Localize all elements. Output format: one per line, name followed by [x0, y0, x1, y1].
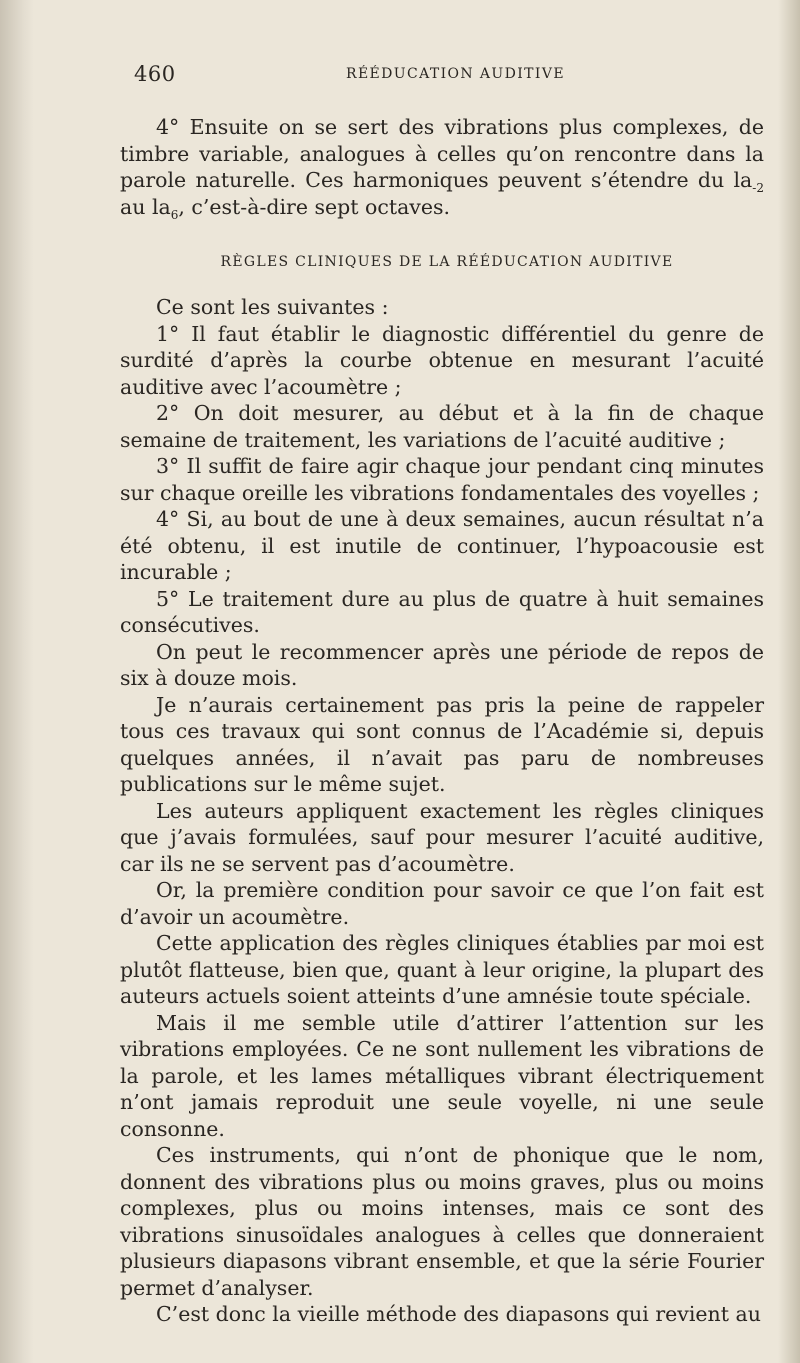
rule-3: 3° Il suffit de faire agir chaque jour pendant cinq minutes sur chaque oreille les vibrations fondamentales des voyelles ; [120, 454, 764, 505]
rule-1: 1° Il faut établir le diagnostic différentiel du genre de surdité d’après la courbe obtenue en mesurant l’acuité auditive avec l’acoumètre ; [120, 321, 764, 399]
scan-edge-right [778, 0, 800, 1363]
rule-5: 5° Le traitement dure au plus de quatre à huit semaines consécutives. [120, 586, 764, 637]
rule-2: 2° On doit mesurer, au début et à la fin de chaque semaine de traitement, les variations de l’acuité auditive ; [120, 401, 764, 452]
paragraph-intro-rules: Ce sont les suivantes : [156, 295, 389, 319]
paragraph: Les auteurs appliquent exactement les règles cliniques que j’avais formulées, sauf pour mesurer l’acuité auditive, car ils ne se servent pas d’acoumètre. [120, 798, 764, 876]
paragraph-continued: C’est donc la vieille méthode des diapasons qui revient au [156, 1302, 761, 1326]
paragraph: Or, la première condition pour savoir ce que l’on fait est d’avoir un acoumètre. [120, 878, 764, 929]
rule-4: 4° Si, au bout de une à deux semaines, aucun résultat n’a été obtenu, il est inutile de continuer, l’hypoacousie est incurable ; [120, 507, 764, 584]
running-title: RÉÉDUCATION AUDITIVE [346, 66, 565, 82]
scan-edge-left [0, 0, 34, 1363]
paragraph: Cette application des règles cliniques établies par moi est plutôt flatteuse, bien que, quant à leur origine, la plupart des auteurs actuels soient atteints d’une amnésie toute spéciale. [120, 931, 764, 1008]
paragraph: Je n’aurais certainement pas pris la peine de rappeler tous ces travaux qui sont connus de l’Académie si, depuis quelques années, il n’avait pas paru de nombreuses publications sur le même sujet. [120, 692, 764, 796]
intro-paragraph: 4° Ensuite on se sert des vibrations plus complexes, de timbre variable, analogues à celles qu’on rencontre dans la parole naturelle. Ces harmoniques peuvent s’étendre du $la_{-2}$ au $la_6$, c’est-à-dire sept octaves. [120, 115, 764, 222]
section-heading: RÈGLES CLINIQUES DE LA RÉÉDUCATION AUDITIVE [220, 254, 674, 270]
page-number: 460 [134, 62, 176, 86]
paragraph: Mais il me semble utile d’attirer l’attention sur les vibrations employées. Ce ne sont nullement les vibrations de la parole, et les lames métalliques vibrant électriquement n’ont jamais reproduit une seule voyelle, ni une seule consonne. [120, 1010, 764, 1141]
running-head [120, 56, 764, 96]
book-page [120, 56, 764, 1328]
paragraph: Ces instruments, qui n’ont de phonique que le nom, donnent des vibrations plus ou moins graves, plus ou moins complexes, plus ou moins intenses, mais ce sont des vibrations sinusoïdales analogues à celles que donneraient plusieurs diapasons vibrant ensemble, et que la série Fourier permet d’analyser. [120, 1143, 764, 1300]
paragraph: On peut le recommencer après une période de repos de six à douze mois. [120, 639, 764, 690]
